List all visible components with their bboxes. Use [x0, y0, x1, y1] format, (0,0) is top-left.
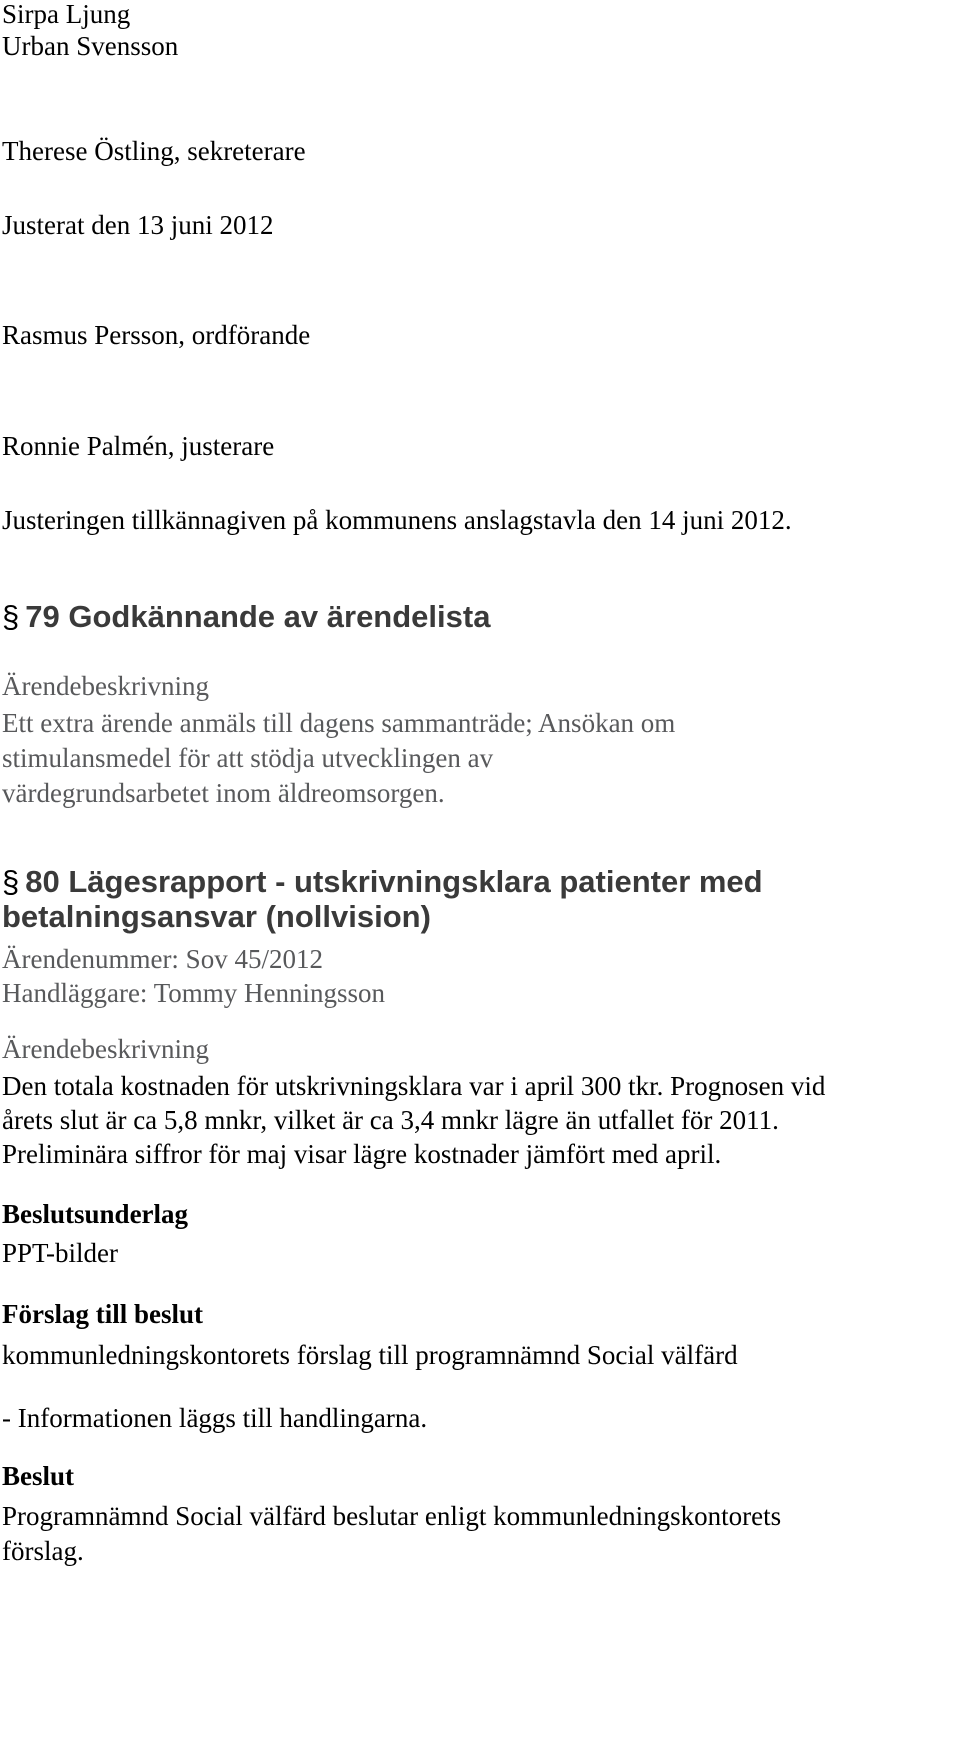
signature-name-2: Urban Svensson — [2, 31, 179, 61]
decision-line: förslag. — [2, 1536, 84, 1566]
item-80-description-line: Preliminära siffror för maj visar lägre kostnader jämfört med april. — [2, 1139, 722, 1169]
item-80-title-line2: betalningsansvar (nollvision) — [2, 899, 431, 934]
adjuster-signature: Ronnie Palmén, justerare — [2, 431, 275, 461]
item-80-description-line: Den totala kostnaden för utskrivningsklara var i april 300 tkr. Prognosen vid — [2, 1071, 826, 1101]
item-79-description-line: värdegrundsarbetet inom äldreomsorgen. — [2, 778, 445, 808]
item-80-description-label: Ärendebeskrivning — [2, 1034, 209, 1064]
item-80-description-line: årets slut är ca 5,8 mnkr, vilket är ca 3,4 mnkr lägre än utfallet för 2011. — [2, 1105, 779, 1135]
announcement-text: Justeringen tillkännagiven på kommunens anslagstavla den 14 juni 2012. — [2, 505, 792, 535]
item-80-heading — [2, 863, 763, 901]
decision-label: Beslut — [2, 1461, 75, 1491]
proposal-label: Förslag till beslut — [2, 1299, 203, 1329]
basis-text: PPT-bilder — [2, 1238, 119, 1268]
item-80-number: 80 — [25, 864, 60, 899]
chair-signature: Rasmus Persson, ordförande — [2, 320, 311, 350]
item-79-title: Godkännande av ärendelista — [68, 599, 491, 634]
decision-line: Programnämnd Social välfärd beslutar enligt kommunledningskontorets — [2, 1501, 782, 1531]
item-80-title-line1: Lägesrapport - utskrivningsklara patienter med — [68, 864, 763, 899]
item-79-description-line: stimulansmedel för att stödja utvecklingen av — [2, 743, 494, 773]
section-sign-icon: § — [2, 864, 20, 899]
item-80-case-number: Ärendenummer: Sov 45/2012 — [2, 944, 323, 974]
section-sign-icon: § — [2, 599, 20, 634]
item-79-description-label: Ärendebeskrivning — [2, 671, 209, 701]
basis-label: Beslutsunderlag — [2, 1199, 189, 1229]
secretary-signature: Therese Östling, sekreterare — [2, 136, 306, 166]
item-80-handler: Handläggare: Tommy Henningsson — [2, 978, 386, 1008]
item-79-description-line: Ett extra ärende anmäls till dagens sammanträde; Ansökan om — [2, 708, 676, 738]
proposal-text: kommunledningskontorets förslag till programnämnd Social välfärd — [2, 1340, 738, 1370]
proposal-note: - Informationen läggs till handlingarna. — [2, 1403, 428, 1433]
signature-name-1: Sirpa Ljung — [2, 0, 131, 29]
item-79-heading — [2, 598, 490, 636]
adjusted-date: Justerat den 13 juni 2012 — [2, 210, 274, 240]
item-79-number: 79 — [25, 599, 60, 634]
